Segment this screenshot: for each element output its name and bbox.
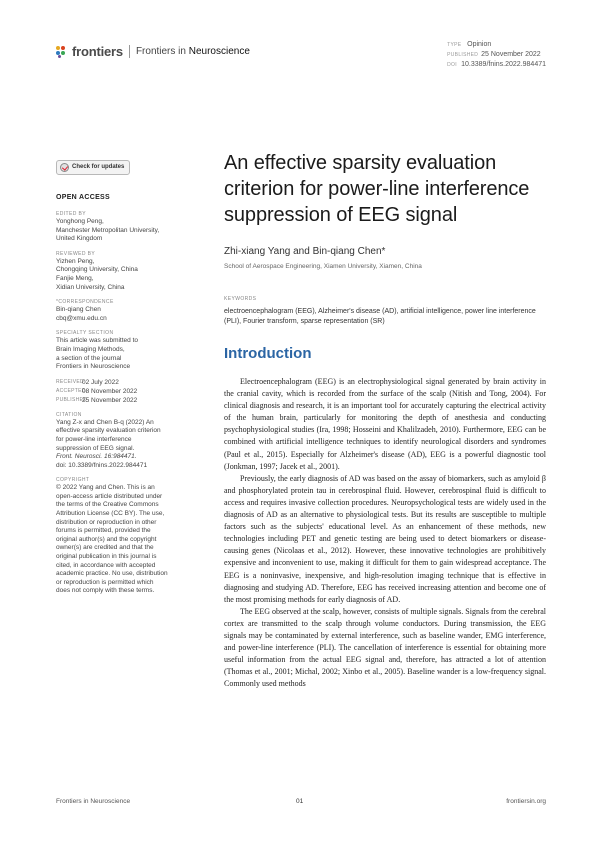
citation-line: suppression of EEG signal. [56,444,135,452]
article-meta [447,40,546,70]
copyright-line: or reproduction is permitted which [56,578,154,586]
copyright-line: distribution or reproduction in other [56,518,157,526]
dates-section [56,378,174,405]
citation-head: CITATION [56,411,82,418]
copyright-line: Attribution License (CC BY). The use, [56,510,165,518]
doi-label: DOI [447,62,457,68]
footer-journal: Frontiers in Neuroscience [56,798,131,805]
edited-by-head: EDITED BY [56,211,86,217]
published-label: PUBLISHED [56,396,88,403]
citation-line: Front. Neurosci. 16:984471. [56,453,137,461]
footer-site-link[interactable]: frontiersin.org [506,798,546,805]
journal-name [136,46,250,57]
article-title: An effective sparsity evaluation criterion for power-line interference suppression of EEG signal [224,152,530,226]
copyright-line: © 2022 Yang and Chen. This is an [56,484,155,492]
body-paragraph: Previously, the early diagnosis of AD was based on the assay of biomarkers, such as amyloid β and phosphorylated protein tau in cerebrospinal fluid. However, cerebrospinal fluid is difficult to access and requires invasive collection procedures. Neuropsychological tests are widely used in the diagnosis of AD as an alternative to physiological tests. But its results are susceptible to multiple factors such as the subjects' educational level. As an enhancement of these methods, new technologies including PET and genetic testing are being used to detect biomarkers or disease-causing genes (Nicolaas et al., 2012). However, these innovative technologies are prohibitively expensive and inconvenient to use, making it difficult for them to gain widespread acceptance. The EEG is a noninvasive, inexpensive, and high-resolution imaging technique that is effective in diagnosing and studying AD. Therefore, EEG has received increasing attention and become one of the most promising methods for early diagnosis of AD. [224,473,546,604]
citation-line: doi: 10.3389/fnins.2022.984471 [56,461,148,469]
check-updates-button[interactable] [56,160,130,175]
published-value: 25 November 2022 [481,51,541,58]
page-header [56,40,546,72]
copyright-line: open-access article distributed under [56,492,163,500]
reviewer-line: Chongqing University, China [56,266,138,274]
article-authors: Zhi-xiang Yang and Bin-qiang Chen* [224,246,386,257]
doi-value[interactable]: 10.3389/fnins.2022.984471 [461,61,546,68]
journal-logo[interactable] [56,44,250,59]
specialty-line: Brain Imaging Methods, [56,345,125,353]
received-date: 02 July 2022 [82,378,119,386]
specialty-line: a section of the journal [56,354,122,362]
accepted-date: 08 November 2022 [82,387,138,395]
page-number: 01 [296,798,304,805]
check-updates-label: Check for updates [72,164,125,170]
citation-section [56,411,174,471]
reviewed-by-section [56,250,174,292]
section-title-introduction: Introduction [224,345,312,362]
copyright-line: owner(s) are credited and that the [56,544,154,552]
reviewer-line: Fanjie Meng, [56,274,94,282]
specialty-section [56,329,174,371]
copyright-head: COPYRIGHT [56,477,90,484]
published-date: 25 November 2022 [82,396,138,404]
reviewed-by-head: REVIEWED BY [56,250,96,257]
specialty-line: This article was submitted to [56,337,139,345]
body-paragraph: The EEG observed at the scalp, however, consists of multiple signals. Signals from the cerebral cortex are transmitted to the scalp through volume conductors. During transmission, the EEG signals may be contaminated by external interference, such as baseline wander, EMG interference, and power-line interference (PLI). The cancellation of interference is essential for obtaining more useful information from the actual EEG signal and, therefore, has attracted a lot of attention (Thomas et al., 2001; Michal, 2002; Xinbo et al., 2005). Baseline wander is a low-frequency signal. Commonly used methods [224,606,546,689]
correspondence-section [56,298,174,323]
copyright-line: does not comply with these terms. [56,587,155,595]
article-main [224,150,546,690]
copyright-line: original author(s) and the copyright [56,535,157,543]
citation-line: for power-line interference [56,435,132,443]
citation-line: effective sparsity evaluation criterion [56,427,161,435]
correspondence-name: Bin-qiang Chen [56,306,101,314]
reviewer-line: Yizhen Peng, [56,257,95,265]
type-value: Opinion [467,41,492,48]
citation-line: Yang Z-x and Chen B-q (2022) An [56,418,154,426]
logo-word: frontiers [72,44,123,59]
copyright-line: the terms of the Creative Commons [56,501,159,509]
introduction-body [224,376,546,690]
reviewer-line: Xidian University, China [56,283,125,291]
copyright-line: academic practice. No use, distribution [56,570,168,578]
specialty-head: SPECIALTY SECTION [56,330,114,337]
correspondence-head: *CORRESPONDENCE [56,299,114,306]
copyright-section [56,476,174,596]
frontiers-logo-icon [56,46,68,58]
published-label: PUBLISHED [447,52,479,58]
keywords-list: electroencephalogram (EEG), Alzheimer's disease (AD), artificial intelligence, power line interference (PLI), Fourier transform, sparse representation (SR) [224,308,536,325]
specialty-line: Frontiers in Neuroscience [56,363,131,371]
correspondence-email[interactable]: cbq@xmu.edu.cn [56,314,107,322]
type-label: TYPE [447,42,462,48]
edited-by-section [56,210,174,244]
journal-prefix: Frontiers in [135,46,186,57]
copyright-line: original publication in this journal is [56,553,157,561]
body-paragraph: Electroencephalogram (EEG) is an electrophysiological signal generated by brain activity in the cranial cavity, which is recorded from the surface of the scalp (Nitish and Tong, 2004). For clinical diagnosis and research, it is an important tool for accurately capturing the electrical activity of the human brain, particularly for monitoring the depth of anesthesia and conducting psychophysiological studies (Ira, 1998; Hosseini and Khalilzadeh, 2010). Furthermore, EEG can be combined with artificial intelligence techniques to identify neurological disorders and syndromes (Paul et al., 2015). Especially for Alzheimer's disease (AD), EEG is a powerful diagnostic tool (Jonkman, 1997; Jacek et al., 2001). [224,377,546,471]
received-label: RECEIVED [56,378,84,385]
copyright-line: forums is permitted, provided the [56,527,151,535]
editor-line: Manchester Metropolitan University, [56,226,160,234]
article-sidebar [56,160,174,602]
editor-line: Yonghong Peng, [56,218,104,225]
accepted-label: ACCEPTED [56,387,86,394]
keywords-head: KEYWORDS [224,296,257,302]
logo-divider [129,45,130,58]
editor-line: United Kingdom [56,235,103,243]
check-updates-icon [60,163,69,172]
open-access-label: OPEN ACCESS [56,194,110,201]
journal-title: Neuroscience [188,46,250,57]
article-affiliation: School of Aerospace Engineering, Xiamen University, Xiamen, China [224,263,422,270]
copyright-line: cited, in accordance with accepted [56,561,156,569]
